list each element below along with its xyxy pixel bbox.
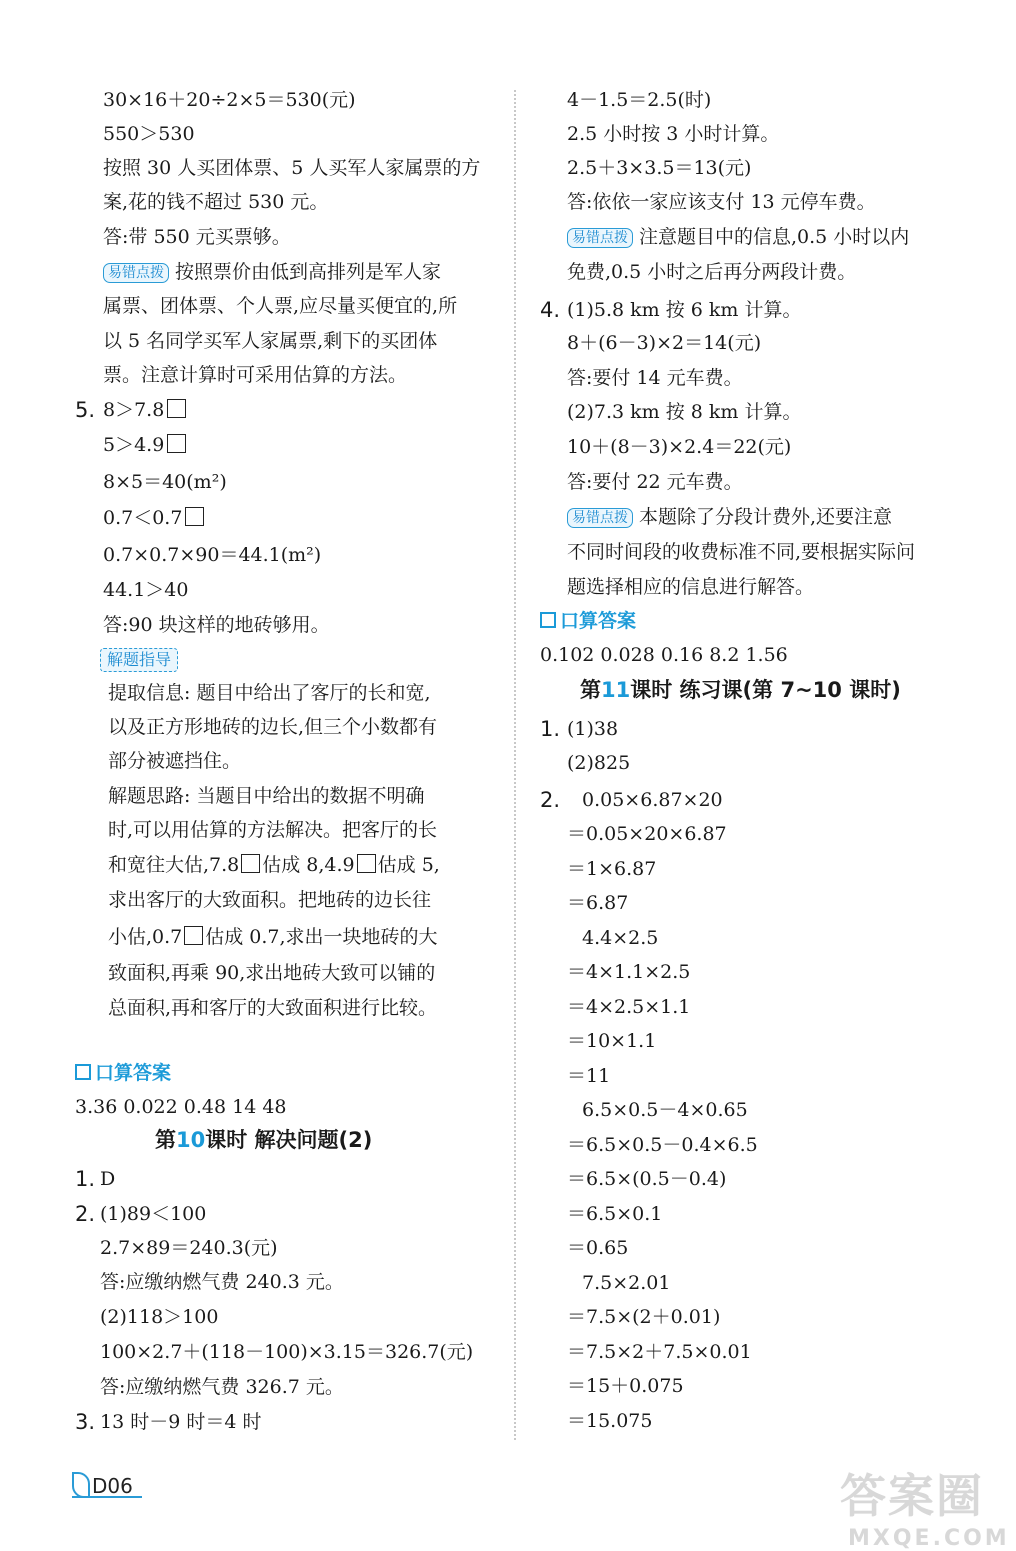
error-tip-badge: 易错点拨 [567,508,633,528]
tip-block [103,259,441,285]
answer-line: 4－1.5＝2.5(时) [567,89,712,111]
answer-line: 答:应缴纳燃气费 240.3 元。 [100,1271,344,1293]
tip-text: 票。注意计算时可采用估算的方法。 [103,364,408,386]
oral-answer-heading: 口算答案 [540,608,636,634]
question-number: 4. [540,298,561,322]
answer-line: 答:要付 14 元车费。 [567,367,743,389]
hidden-digit-box [167,434,186,453]
question-number: 3. [75,1410,96,1434]
answer-line: 13 时－9 时＝4 时 [100,1411,262,1433]
hidden-digit-box [357,854,376,873]
guide-text: 解题思路: 当题目中给出的数据不明确 [108,785,425,807]
answer-line: 答:90 块这样的地砖够用。 [103,614,330,636]
tip-block [567,224,909,250]
answer-line: 0.7＜0.7 [103,505,204,531]
answer-line: 8×5＝40(m²) [103,471,227,493]
guide-block [100,646,178,672]
error-tip-badge: 易错点拨 [567,228,633,248]
calc-line: ＝4×2.5×1.1 [567,996,691,1018]
tip-text: 属票、团体票、个人票,应尽量买便宜的,所 [103,295,458,317]
tip-text: 以 5 名同学买军人家属票,剩下的买团体 [103,330,438,352]
answer-line: 8＞7.8 [103,397,186,423]
answer-line: (1)5.8 km 按 6 km 计算。 [567,299,802,321]
answer-line: 100×2.7＋(118－100)×3.15＝326.7(元) [100,1341,474,1363]
tip-text: 按照票价由低到高排列是军人家 [175,261,442,283]
hidden-digit-box [241,854,260,873]
question-number: 5. [75,398,96,422]
hidden-digit-box [184,926,203,945]
answer-line: 44.1＞40 [103,579,189,601]
answer-line: 2.7×89＝240.3(元) [100,1237,278,1259]
answer-line: 按照 30 人买团体票、5 人买军人家属票的方 [103,157,481,179]
calc-line: ＝6.5×0.1 [567,1203,663,1225]
calc-line: ＝0.65 [567,1237,629,1259]
question-number: 2. [540,788,561,812]
calc-line: ＝10×1.1 [567,1030,657,1052]
guide-text: 以及正方形地砖的边长,但三个小数都有 [108,716,438,738]
answer-line: (1)38 [567,718,619,740]
answer-line: 5＞4.9 [103,432,186,458]
question-number: 1. [75,1167,96,1191]
column-divider [514,90,516,1440]
tip-block [567,504,892,530]
answer-line: 案,花的钱不超过 530 元。 [103,191,329,213]
calc-line: ＝7.5×2＋7.5×0.01 [567,1341,752,1363]
calc-line: ＝15.075 [567,1410,653,1432]
calc-line: ＝15＋0.075 [567,1375,684,1397]
lesson-title: 第11课时 练习课(第 7~10 课时) [580,678,901,702]
guide-text: 和宽往大估,7.8 估成 8,4.9 估成 5, [108,854,440,876]
calc-line: ＝6.5×(0.5－0.4) [567,1168,727,1190]
calc-line: 6.5×0.5－4×0.65 [582,1099,748,1121]
calc-line: ＝4×1.1×2.5 [567,961,691,983]
hidden-digit-box [185,507,204,526]
answer-line: 答:依依一家应该支付 13 元停车费。 [567,191,876,213]
oral-answer-values: 3.36 0.022 0.48 14 48 [75,1096,287,1118]
calc-line: ＝6.87 [567,892,629,914]
answer-line: (2)118＞100 [100,1306,219,1328]
calc-line: ＝7.5×(2＋0.01) [567,1306,721,1328]
answer-line: 0.7×0.7×90＝44.1(m²) [103,544,322,566]
answer-line: D [100,1168,116,1190]
oral-answer-heading: 口算答案 [75,1060,171,1086]
calc-line: ＝6.5×0.5－0.4×6.5 [567,1134,758,1156]
answer-line: (2)825 [567,752,631,774]
tip-text: 注意题目中的信息,0.5 小时以内 [639,226,910,248]
solution-guide-badge: 解题指导 [100,648,178,672]
error-tip-badge: 易错点拨 [103,263,169,283]
tip-text: 不同时间段的收费标准不同,要根据实际问 [567,541,916,563]
question-number: 1. [540,717,561,741]
guide-text: 时,可以用估算的方法解决。把客厅的长 [108,819,438,841]
watermark: 答案圈 MXQE.COM [840,1469,1010,1551]
answer-line: (1)89＜100 [100,1203,207,1225]
guide-text: 小估,0.7 估成 0.7,求出一块地砖的大 [108,926,438,948]
hidden-digit-box [167,399,186,418]
answer-line: 550＞530 [103,123,195,145]
oral-answer-values: 0.102 0.028 0.16 8.2 1.56 [540,644,788,666]
answer-line: 8＋(6－3)×2＝14(元) [567,332,762,354]
answer-line: (2)7.3 km 按 8 km 计算。 [567,401,802,423]
answer-line: 2.5＋3×3.5＝13(元) [567,157,752,179]
page-number: D06 [72,1472,133,1498]
calc-line: ＝0.05×20×6.87 [567,823,727,845]
guide-text: 总面积,再和客厅的大致面积进行比较。 [108,997,438,1019]
answer-line: 答:带 550 元买票够。 [103,226,291,248]
calc-line: 4.4×2.5 [582,927,659,949]
guide-text: 提取信息: 题目中给出了客厅的长和宽, [108,682,431,704]
answer-line: 2.5 小时按 3 小时计算。 [567,123,780,145]
lesson-title: 第10课时 解决问题(2) [155,1128,373,1152]
guide-text: 致面积,再乘 90,求出地砖大致可以铺的 [108,962,436,984]
answer-line: 10＋(8－3)×2.4＝22(元) [567,436,792,458]
answer-line: 答:要付 22 元车费。 [567,471,743,493]
calc-line: 7.5×2.01 [582,1272,671,1294]
guide-text: 部分被遮挡住。 [108,750,242,772]
tip-text: 本题除了分段计费外,还要注意 [639,506,893,528]
leaf-icon [72,1472,90,1498]
calc-line: ＝11 [567,1065,611,1087]
question-number: 2. [75,1202,96,1226]
tip-text: 免费,0.5 小时之后再分两段计费。 [567,261,857,283]
calc-line: 0.05×6.87×20 [582,789,723,811]
guide-text: 求出客厅的大致面积。把地砖的边长往 [108,889,432,911]
tip-text: 题选择相应的信息进行解答。 [567,576,815,598]
answer-line: 答:应缴纳燃气费 326.7 元。 [100,1376,344,1398]
calc-line: ＝1×6.87 [567,858,657,880]
answer-line: 30×16＋20÷2×5＝530(元) [103,89,356,111]
